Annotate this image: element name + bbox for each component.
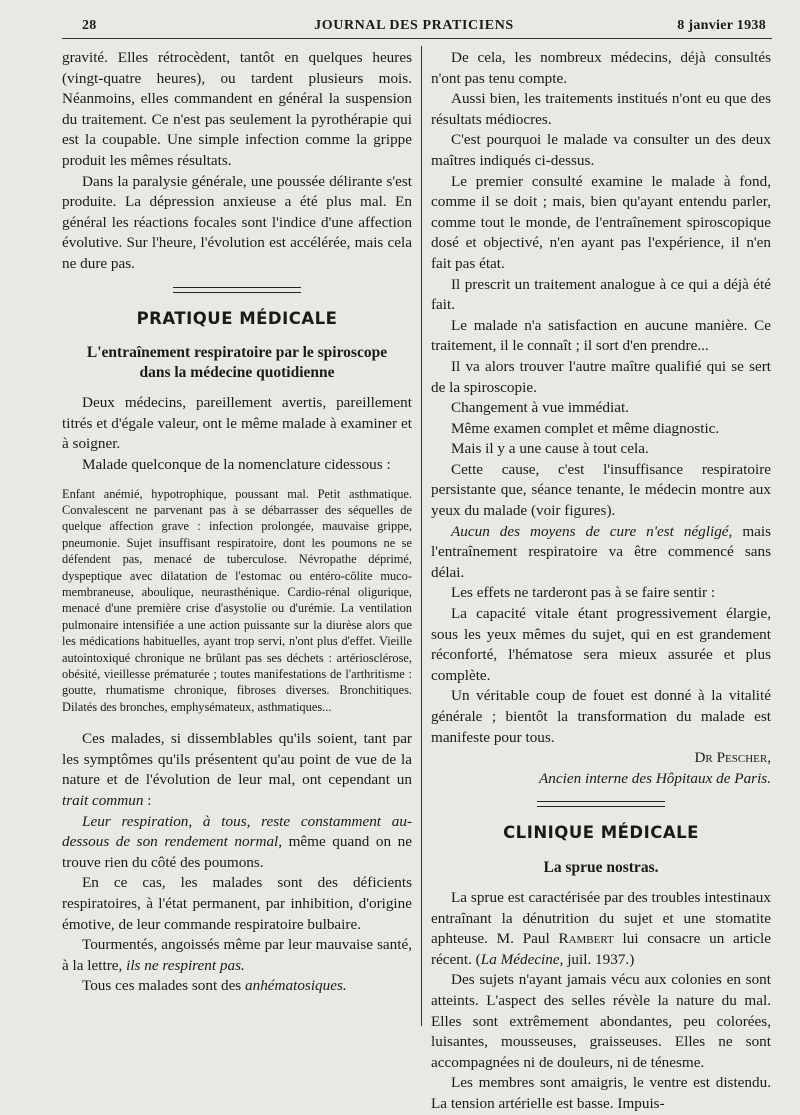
paragraph	[62, 935, 412, 976]
section-title: CLINIQUE MÉDICALE	[503, 823, 699, 843]
paragraph: Aussi bien, les traitements institués n'ont eu que des résultats médiocres.	[431, 90, 771, 128]
journal-title: JOURNAL DES PRATICIENS	[314, 18, 514, 33]
author-name	[431, 748, 771, 769]
section-divider	[537, 801, 665, 807]
article-title-line: dans la médecine quotidienne	[139, 364, 335, 382]
emphasis: La Médecine,	[480, 950, 564, 968]
text-run: juil. 1937.)	[563, 950, 635, 968]
issue-date: 8 janvier 1938	[677, 18, 766, 33]
paragraph: Cette cause, c'est l'insuffisance respiratoire persistante que, séance tenante, le médecin montre aux yeux du malade (voir figures).	[431, 460, 771, 520]
article-title: La sprue nostras.	[543, 858, 659, 876]
author-title-text: Ancien interne des Hôpitaux de Paris.	[539, 769, 771, 787]
author-reference: Rambert	[558, 930, 614, 948]
patient-list	[62, 486, 412, 716]
paragraph: En ce cas, les malades sont des déficients respiratoires, à l'état permanent, par inhibition, d'origine émotive, de leur commande respiratoire bulbaire.	[62, 874, 412, 933]
paragraph	[431, 888, 771, 970]
text-run: Ces malades, si dissemblables qu'ils soient, tant par les symptômes qu'ils présentent qu'au point de vue de la nature et de l'évolution de leur mal, ont cependant un	[62, 730, 412, 789]
paragraph: C'est pourquoi le malade va consulter un des deux maîtres indiqués ci-dessus.	[431, 131, 771, 169]
paragraph: Le premier consulté examine le malade à fond, comme il se doit ; mais, bien qu'ayant entendu parler, comme tout le monde, de l'entraînement spiroscopique dosé et objectivé, n'en ayant pas l'expérience, il n'en fait pas état.	[431, 172, 771, 272]
text-run: Tourmentés, angoissés même par leur mauvaise santé, à la lettre,	[62, 936, 412, 974]
text-run: même quand on ne trouve rien du côté des poumons.	[62, 833, 412, 871]
section-title: PRATIQUE MÉDICALE	[136, 308, 338, 328]
emphasis: Aucun des moyens de cure n'est négligé,	[451, 522, 733, 540]
author-title	[431, 769, 771, 790]
paragraph: Mais il y a une cause à tout cela.	[451, 440, 649, 458]
author-name-text: Dr Pescher,	[694, 749, 771, 767]
paragraph: Les effets ne tarderont pas à se faire sentir :	[451, 584, 716, 602]
right-column	[431, 48, 771, 1115]
left-column	[62, 48, 412, 997]
paragraph	[431, 522, 771, 584]
text-run: La sprue est caractérisée par des troubles intestinaux entraînant la dénutrition du sujet et une stomatite aphteuse. M. Paul	[431, 888, 771, 948]
emphasis: anhématosiques.	[245, 977, 347, 995]
paragraph: Deux médecins, pareillement avertis, pareillement titrés et d'égale valeur, ont le même malade à examiner et à soigner.	[62, 394, 412, 453]
emphasis: trait commun	[62, 791, 144, 809]
text-run: Tous ces malades sont des	[82, 977, 246, 995]
paragraph	[62, 812, 412, 874]
column-divider	[421, 46, 422, 1026]
text-run: :	[143, 791, 152, 809]
paragraph: Le malade n'a satisfaction en aucune manière. Ce traitement, il le connaît ; il sort d'en prendre...	[431, 316, 771, 355]
paragraph: Malade quelconque de la nomenclature cidessous :	[82, 455, 391, 473]
page-header	[62, 14, 766, 36]
paragraph: De cela, les nombreux médecins, déjà consultés n'ont pas tenu compte.	[431, 49, 771, 87]
header-rule	[62, 38, 772, 39]
paragraph: Des sujets n'ayant jamais vécu aux colonies en sont atteints. L'aspect des selles révèle la nature du mal. Elles sont extrêmement abondantes, peu colorées, luisantes, mousseuses, graisseuses. Elles ne sont accompagnées ni de douleurs, ni de ténesme.	[431, 971, 771, 1071]
article-title	[62, 343, 412, 383]
section-divider	[173, 287, 301, 293]
paragraph: Même examen complet et même diagnostic.	[451, 419, 720, 437]
page-number: 28	[82, 18, 97, 33]
emphasis: Leur respiration, à tous, reste constamment au-dessous de son rendement normal,	[62, 812, 412, 851]
emphasis: ils ne respirent pas.	[126, 956, 245, 974]
paragraph: Un véritable coup de fouet est donné à la vitalité générale ; bientôt la transformation du malade est manifeste pour tous.	[431, 687, 771, 746]
paragraph: Il prescrit un traitement analogue à ce qui a déjà été fait.	[431, 275, 771, 314]
paragraph: gravité. Elles rétrocèdent, tantôt en quelques heures (vingt-quatre heures), ou tardent plusieurs mois. Néanmoins, elles commandent en général la suspension du traitement. Ce n'est pas seulement la pyrothérapie qui est la coupable. Une simple infection comme la grippe produit les mêmes résultats.	[62, 49, 412, 169]
paragraph: Les membres sont amaigris, le ventre est distendu. La tension artérielle est basse. Impuis-	[431, 1074, 771, 1112]
patient-list-text: Enfant anémié, hypotrophique, poussant mal. Petit asthmatique. Convalescent ne parvenant pas à se débarrasser des séquelles de quelque affection grave : infection prolongée, mauvaise grippe, pneumonie. Sujet insuffisant respiratoire, dont les poumons ne se défendent pas, menacé de tuberculose. Névropathe déprimé, dyspeptique avec dilatation de l'estomac ou entéro-côlite muco-membraneuse, aboulique, neurasthénique. Cardio-rénal oligurique, menacé d'une première crise d'asystolie ou d'urémie. La ventilation pulmonaire intensifiée a une action puissante sur la diurèse alors que les médications habituelles, ayant trop servi, n'ont plus d'effet. Vieille autointoxiqué chronique ne brûlant pas ses déchets : artériosclérose, obésité, vieillesse prématurée ; toutes manifestations de l'arthritisme : goutte, rhumatisme chronique, fibroses diverses. Bronchitiques. Dilatés des bronches, emphysémateux, asthmatiques...	[62, 486, 412, 714]
text-run: mais l'entraînement respiratoire va être commencé sans délai.	[431, 522, 772, 581]
paragraph: Dans la paralysie générale, une poussée délirante s'est produite. La dépression anxieuse a été plus mal. En général les réactions focales sont l'indice d'une affection évolutive. Sur l'heure, l'évolution est accélérée, mais cela ne dure pas.	[62, 172, 412, 272]
paragraph: Il va alors trouver l'autre maître qualifié qui se sert de la spiroscopie.	[431, 357, 771, 396]
paragraph: Changement à vue immédiat.	[451, 399, 629, 417]
article-title-line: L'entraînement respiratoire par le spiroscope	[86, 344, 388, 362]
text-run: lui consacre un article récent. (	[431, 930, 771, 968]
paragraph: La capacité vitale étant progressivement élargie, sous les yeux mêmes du sujet, qui en est grandement réconforté, l'hématose sera mieux assurée et plus complète.	[431, 605, 771, 684]
paragraph	[62, 729, 412, 811]
paragraph	[62, 976, 412, 997]
